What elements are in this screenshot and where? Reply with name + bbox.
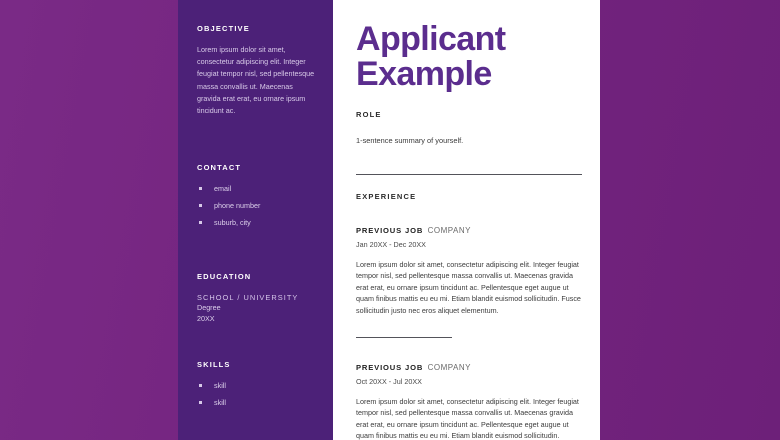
skills-heading: SKILLS xyxy=(197,360,231,370)
applicant-name-line-1: Applicant xyxy=(356,20,506,58)
job-title-row xyxy=(356,220,582,238)
resume-sidebar xyxy=(178,0,333,440)
spacer-after-objective xyxy=(197,117,316,163)
objective-section xyxy=(197,24,316,117)
objective-body: Lorem ipsum dolor sit amet, consectetur adipiscing elit. Integer feugiat tempor nisl, sed pellentesque massa convallis ut. Maecenas gravida erat erat, eu ornare ipsum tincidunt ac. xyxy=(197,45,315,116)
skill-item-label: skill xyxy=(214,398,226,408)
skills-list xyxy=(197,380,316,408)
list-item xyxy=(197,200,316,211)
education-heading: EDUCATION xyxy=(197,272,252,282)
skills-section xyxy=(197,360,316,408)
objective-heading: OBJECTIVE xyxy=(197,24,250,33)
section-divider-full xyxy=(356,174,582,175)
contact-heading: CONTACT xyxy=(197,163,242,173)
page-title xyxy=(356,22,582,92)
education-year: 20XX xyxy=(197,313,215,323)
contact-section xyxy=(197,163,316,228)
job-company: COMPANY xyxy=(427,226,471,235)
summary-text: 1-sentence summary of yourself. xyxy=(356,136,464,145)
job-dates: Oct 20XX - Jul 20XX xyxy=(356,377,422,387)
resume-main-column xyxy=(333,0,600,440)
experience-label: EXPERIENCE xyxy=(356,192,417,201)
contact-item-label: email xyxy=(214,184,232,194)
skill-item-label: skill xyxy=(214,381,226,391)
spacer-after-education xyxy=(197,324,316,360)
contact-item-label: phone number xyxy=(214,201,261,211)
section-divider-short xyxy=(356,337,452,338)
applicant-name-line-2: Example xyxy=(356,55,492,93)
job-company: COMPANY xyxy=(427,363,471,373)
experience-entry xyxy=(356,220,582,316)
education-section xyxy=(197,272,316,324)
job-role: PREVIOUS JOB xyxy=(356,363,424,373)
experience-entry xyxy=(356,357,582,440)
spacer-after-contact xyxy=(197,234,316,272)
education-school: SCHOOL / UNIVERSITY xyxy=(197,293,299,303)
job-dates: Jan 20XX - Dec 20XX xyxy=(356,240,426,249)
education-degree: Degree xyxy=(197,303,221,313)
role-label: ROLE xyxy=(356,110,382,119)
job-title-row xyxy=(356,357,582,375)
list-item xyxy=(197,380,316,391)
list-item xyxy=(197,397,316,408)
contact-item-label: suburb, city xyxy=(214,218,251,228)
contact-list xyxy=(197,183,316,228)
job-role: PREVIOUS JOB xyxy=(356,226,424,235)
list-item xyxy=(197,183,316,194)
job-description: Lorem ipsum dolor sit amet, consectetur adipiscing elit. Integer feugiat tempor nisl, sed pellentesque massa convallis ut. Maecenas gravida erat erat, eu ornare ipsum tincidunt ac. Pellentesque eget augue ut quam finibus mattis eu eu mi. Etiam blandit euismod sollicitudin. Fusce sollicitudin justo nec eros aliquet elementum. xyxy=(356,260,581,315)
list-item xyxy=(197,217,316,228)
job-description: Lorem ipsum dolor sit amet, consectetur adipiscing elit. Integer feugiat tempor nisl, sed pellentesque massa convallis ut. Maecenas gravida erat erat, eu ornare ipsum tincidunt ac. Pellentesque eget augue ut quam finibus mattis eu eu mi. Etiam blandit euismod sollicitudin. xyxy=(356,397,579,440)
resume-page xyxy=(178,0,600,440)
